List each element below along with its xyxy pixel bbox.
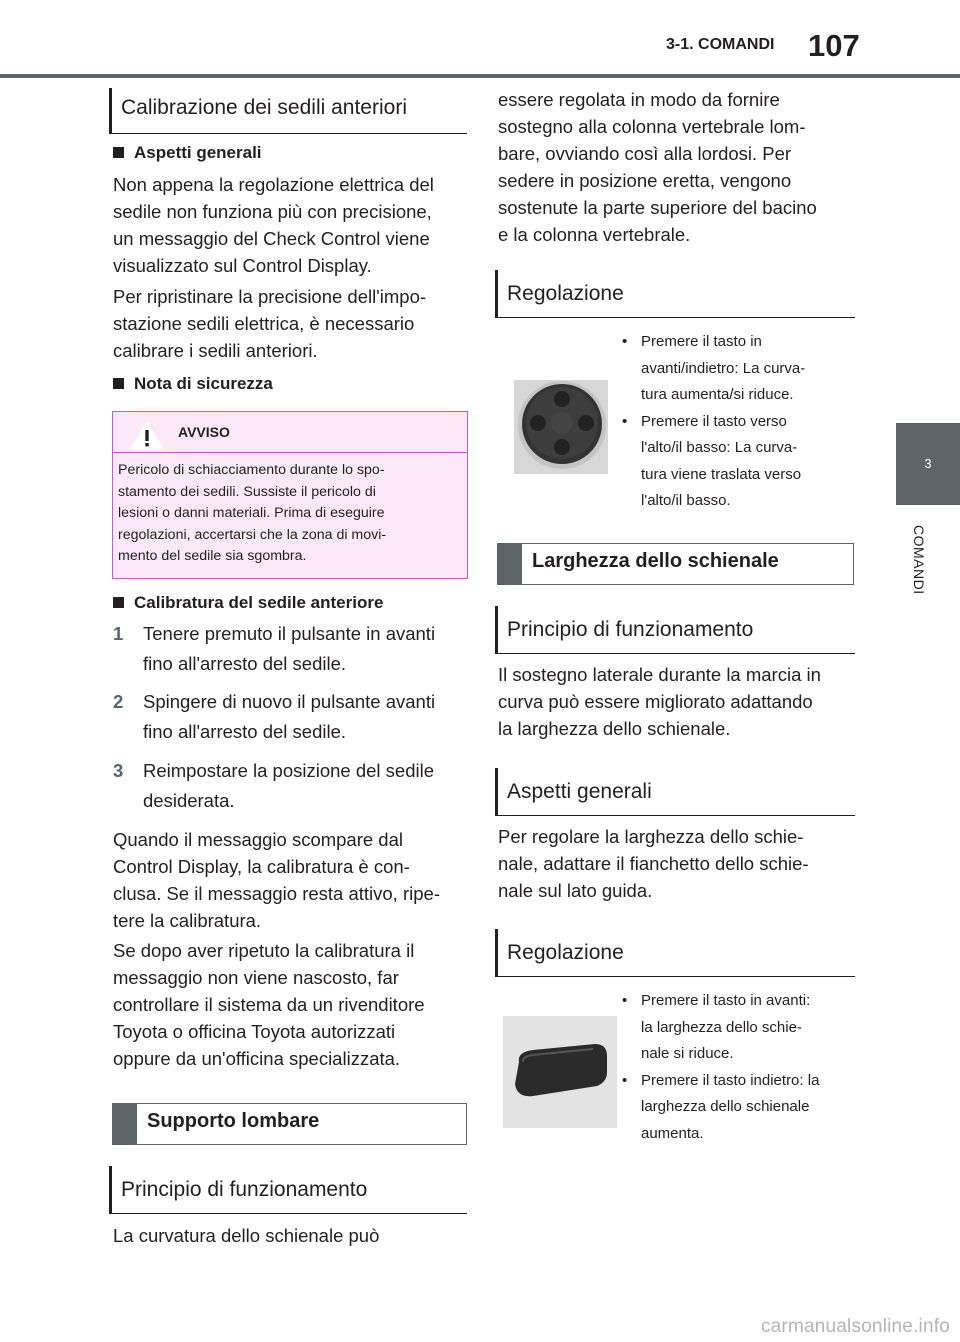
paragraph: Quando il messaggio scompare dal Control Display, la calibratura è con- clusa. Se il messaggio resta attivo, ripe- tere la calibratura. bbox=[113, 829, 440, 931]
heading-bar bbox=[113, 1104, 137, 1144]
step-text: Tenere premuto il pulsante in avanti fino all'arresto del sedile. bbox=[143, 623, 436, 674]
square-bullet-icon bbox=[113, 147, 124, 158]
step-number: 2 bbox=[113, 691, 124, 712]
bullet-item: • Premere il tasto verso l'alto/il basso: La curva- tura viene traslata verso l'alto/il basso. bbox=[614, 409, 854, 515]
paragraph: Per ripristinare la precisione dell'impo- stazione sedili elettrica, è necessario calibrare i sedili anteriori. bbox=[113, 286, 427, 361]
warning-header bbox=[112, 411, 468, 453]
subheading-text: Aspetti generali bbox=[134, 143, 262, 162]
backrest-width-switch-icon bbox=[503, 1016, 617, 1128]
chapter-label: COMANDI bbox=[911, 525, 927, 595]
heading-calibrazione: Calibrazione dei sedili anteriori bbox=[109, 88, 467, 134]
paragraph: Non appena la regolazione elettrica del sedile non funziona più con precisione, un messaggio del Check Control viene visualizzato sul Control Display. bbox=[113, 174, 434, 276]
warning-title: AVVISO bbox=[178, 424, 230, 440]
bullet-list bbox=[614, 988, 864, 1147]
subheading-text: Nota di sicurezza bbox=[134, 374, 273, 393]
step-text: Reimpostare la posizione del sedile desiderata. bbox=[143, 760, 435, 811]
paragraph: La curvatura dello schienale può bbox=[113, 1225, 380, 1246]
square-bullet-icon bbox=[113, 597, 124, 608]
subheading-nota bbox=[113, 374, 273, 394]
section-title: 3-1. COMANDI bbox=[666, 36, 775, 53]
step-text: Spingere di nuovo il pulsante avanti fino all'arresto del sedile. bbox=[143, 691, 436, 742]
subheading-text: Calibratura del sedile anteriore bbox=[134, 593, 384, 612]
warning-triangle-icon bbox=[130, 420, 164, 450]
paragraph: Se dopo aver ripetuto la calibratura il messaggio non viene nascosto, far controllare il sistema da un rivenditore Toyota o officina Toyota autorizzati oppure da un'officina specializzata. bbox=[113, 940, 425, 1069]
paragraph: Per regolare la larghezza dello schie- nale, adattare il fianchetto dello schie- nale sul lato guida. bbox=[498, 826, 809, 901]
paragraph: essere regolata in modo da fornire sostegno alla colonna vertebrale lom- bare, ovviando così alla lordosi. Per sedere in posizione eretta, vengono sostenute la parte superiore del bacino e la colonna vertebrale. bbox=[498, 89, 817, 245]
heading-bar bbox=[498, 544, 522, 584]
heading-aspetti: Aspetti generali bbox=[495, 768, 855, 816]
square-bullet-icon bbox=[113, 378, 124, 389]
watermark: carmanualsonline.info bbox=[760, 1316, 950, 1337]
heading-larghezza bbox=[497, 543, 854, 585]
bullet-item: • Premere il tasto indietro: la larghezza dello schienale aumenta. bbox=[614, 1068, 864, 1148]
chapter-number: 3 bbox=[924, 456, 932, 471]
heading-principio: Principio di funzionamento bbox=[109, 1166, 467, 1214]
subheading-aspetti bbox=[113, 143, 262, 163]
heading-principio: Principio di funzionamento bbox=[495, 606, 855, 654]
lumbar-switch-image bbox=[514, 380, 608, 474]
heading-regolazione: Regolazione bbox=[495, 270, 855, 318]
header-rule bbox=[0, 74, 960, 78]
bullet-item: • Premere il tasto in avanti/indietro: La curva- tura aumenta/si riduce. bbox=[614, 329, 854, 409]
heading-text: Larghezza dello schienale bbox=[532, 550, 779, 572]
step-number: 3 bbox=[113, 760, 124, 781]
backrest-width-switch-image bbox=[503, 1016, 617, 1128]
step-number: 1 bbox=[113, 623, 124, 644]
heading-supporto-lombare bbox=[112, 1103, 467, 1145]
paragraph: Il sostegno laterale durante la marcia in curva può essere migliorato adattando la larghezza dello schienale. bbox=[498, 664, 821, 739]
warning-text: Pericolo di schiacciamento durante lo spo- stamento dei sedili. Sussiste il pericolo di lesioni o danni materiali. Prima di eseguire regolazioni, accertarsi che la zona di movi- mento del sedile sia sgombra. bbox=[118, 462, 387, 564]
bullet-list bbox=[614, 329, 854, 515]
page-number: 107 bbox=[808, 28, 860, 63]
heading-text: Supporto lombare bbox=[147, 1110, 320, 1132]
bullet-item: • Premere il tasto in avanti: la larghezza dello schie- nale si riduce. bbox=[614, 988, 864, 1068]
lumbar-switch-icon bbox=[514, 380, 608, 474]
heading-regolazione: Regolazione bbox=[495, 929, 855, 977]
subheading-calibratura bbox=[113, 593, 383, 613]
